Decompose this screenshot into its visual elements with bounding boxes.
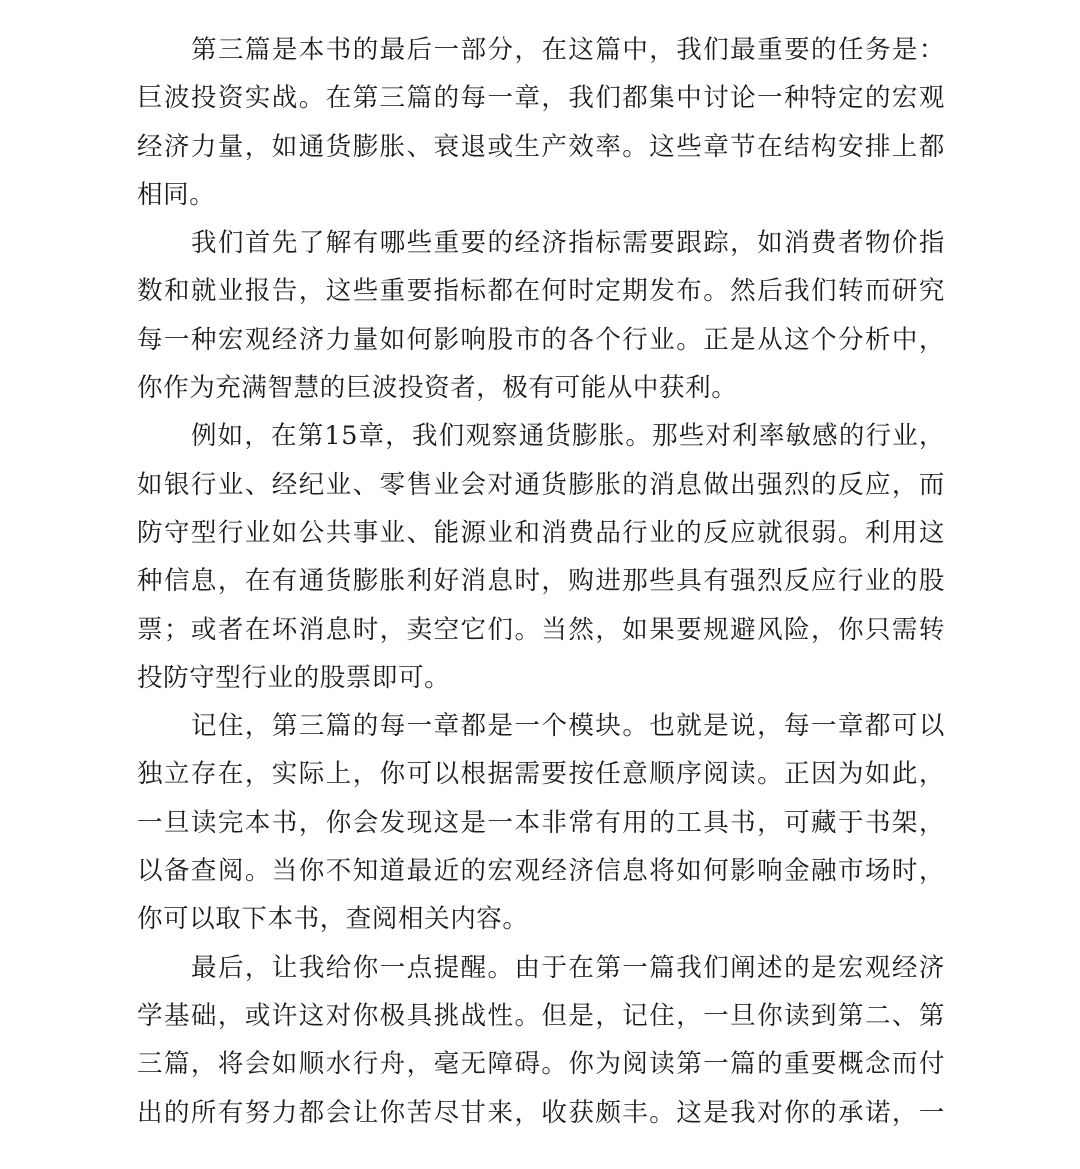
document-page bbox=[137, 26, 945, 1137]
paragraph-4 bbox=[137, 702, 945, 943]
text-line: 例如，在第15章，我们观察通货膨胀。那些对利率敏感的行业， bbox=[191, 421, 945, 452]
text-line: 出的所有努力都会让你苦尽甘来，收获颇丰。这是我对你的承诺，一 bbox=[137, 1097, 945, 1128]
text-line: 第三篇是本书的最后一部分，在这篇中，我们最重要的任务是： bbox=[191, 35, 945, 65]
text-line: 巨波投资实战。在第三篇的每一章，我们都集中讨论一种特定的宏观 bbox=[137, 83, 945, 114]
text-line: 学基础，或许这对你极具挑战性。但是，记住，一旦你读到第二、第 bbox=[137, 1000, 945, 1031]
text-line: 投防守型行业的股票即可。 bbox=[137, 662, 451, 693]
paragraph-1 bbox=[137, 26, 945, 219]
text-line: 我们首先了解有哪些重要的经济指标需要跟踪，如消费者物价指 bbox=[191, 228, 945, 259]
text-line: 你作为充满智慧的巨波投资者，极有可能从中获利。 bbox=[137, 373, 738, 404]
text-line: 相同。 bbox=[137, 179, 216, 210]
text-line: 数和就业报告，这些重要指标都在何时定期发布。然后我们转而研究 bbox=[137, 276, 945, 307]
text-line: 三篇，将会如顺水行舟，毫无障碍。你为阅读第一篇的重要概念而付 bbox=[137, 1049, 945, 1080]
text-line: 如银行业、经纪业、零售业会对通货膨胀的消息做出强烈的反应，而 bbox=[137, 469, 945, 500]
text-line: 票；或者在坏消息时，卖空它们。当然，如果要规避风险，你只需转 bbox=[137, 614, 945, 645]
paragraph-3 bbox=[137, 412, 945, 702]
paragraph-2 bbox=[137, 219, 945, 412]
text-line: 最后，让我给你一点提醒。由于在第一篇我们阐述的是宏观经济 bbox=[191, 952, 945, 983]
text-line: 以备查阅。当你不知道最近的宏观经济信息将如何影响金融市场时， bbox=[137, 856, 945, 887]
text-line: 一旦读完本书，你会发现这是一本非常有用的工具书，可藏于书架， bbox=[137, 807, 945, 838]
text-line: 每一种宏观经济力量如何影响股市的各个行业。正是从这个分析中， bbox=[137, 324, 945, 355]
paragraph-5 bbox=[137, 944, 945, 1137]
text-line: 记住，第三篇的每一章都是一个模块。也就是说，每一章都可以 bbox=[191, 711, 945, 742]
text-line: 你可以取下本书，查阅相关内容。 bbox=[137, 904, 529, 935]
text-line: 防守型行业如公共事业、能源业和消费品行业的反应就很弱。利用这 bbox=[137, 517, 945, 548]
text-line: 经济力量，如通货膨胀、衰退或生产效率。这些章节在结构安排上都 bbox=[137, 131, 945, 162]
text-line: 独立存在，实际上，你可以根据需要按任意顺序阅读。正因为如此， bbox=[137, 759, 945, 790]
text-line: 种信息，在有通货膨胀利好消息时，购进那些具有强烈反应行业的股 bbox=[137, 566, 945, 597]
